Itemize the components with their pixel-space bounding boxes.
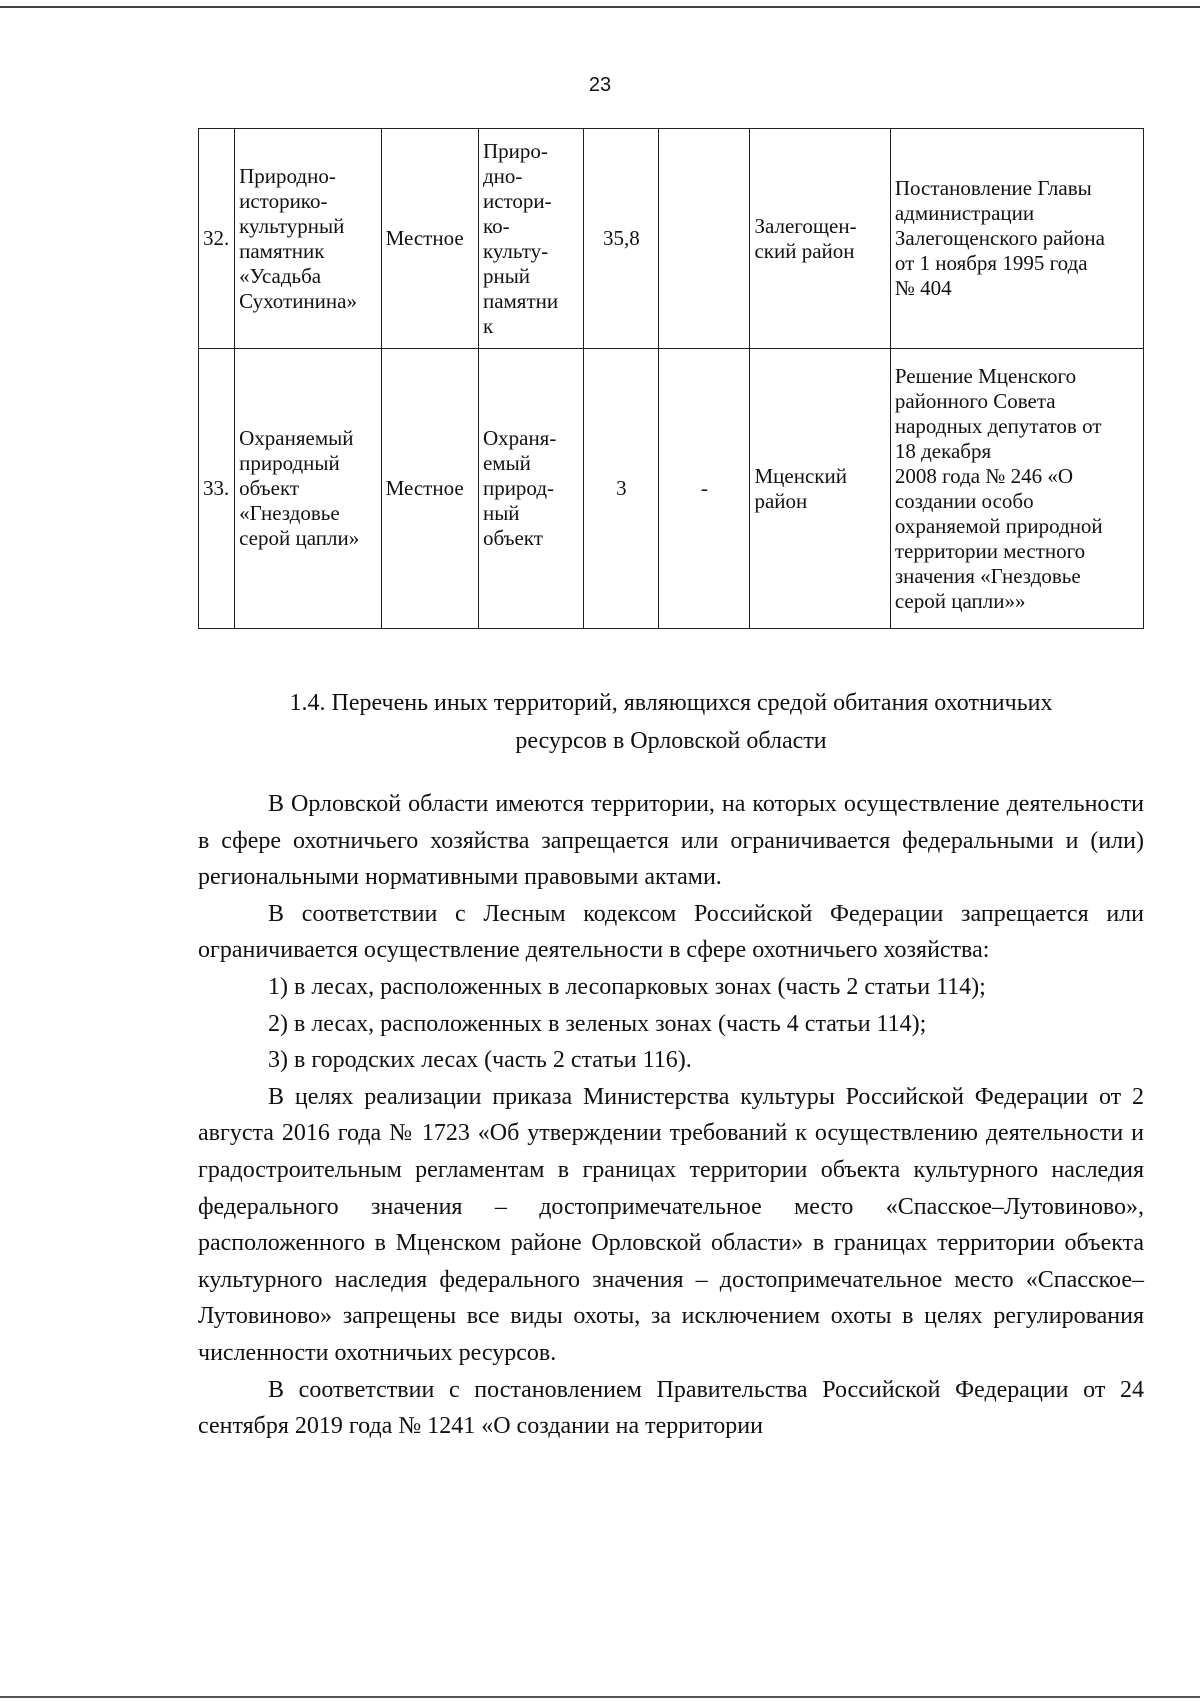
table-row [199,129,1144,349]
section-body [198,786,1144,1445]
list-item: 2) в лесах, расположенных в зеленых зонах (часть 4 статьи 114); [268,1010,927,1037]
area-significance: Местное [381,349,478,629]
list-item: 1) в лесах, расположенных в лесопарковых зонах (часть 2 статьи 114); [268,973,986,1000]
area-size: 35,8 [584,129,659,349]
area-significance: Местное [381,129,478,349]
area-location: Залегощен- ский район [750,129,890,349]
row-number: 33. [199,349,235,629]
row-number: 32. [199,129,235,349]
area-location: Мценский район [750,349,890,629]
list-item: 3) в городских лесах (часть 2 статьи 116). [268,1047,692,1074]
buffer-zone: - [659,349,750,629]
area-size: 3 [584,349,659,629]
area-name: Природно- историко- культурный памятник «Усадьба Сухотинина» [235,129,382,349]
paragraph: В соответствии с Лесным кодексом Российской Федерации запрещается или ограничивается осуществление деятельности в сфере охотничьего хозяйства: [198,900,1144,964]
top-scan-line [0,6,1200,8]
area-profile: Приро- дно- истори- ко- культу- рный памятни к [478,129,584,349]
page-number: 23 [588,74,612,96]
paragraph: В Орловской области имеются территории, на которых осуществление деятельности в сфере охотничьего хозяйства запрещается или ограничивается федеральными и (или) региональными нормативными правовыми актами. [198,791,1144,891]
legal-document: Постановление Главы администрации Залегощенского района от 1 ноября 1995 года № 404 [890,129,1143,349]
paragraph: В соответствии с постановлением Правительства Российской Федерации от 24 сентября 2019 года № 1241 «О создании на территории [198,1376,1144,1440]
table-row [199,349,1144,629]
legal-document: Решение Мценского районного Совета народных депутатов от 18 декабря 2008 года № 246 «О создании особо охраняемой природной территории местного значения «Гнездовье серой цапли»» [890,349,1143,629]
bottom-scan-line [0,1696,1200,1698]
area-name: Охраняемый природный объект «Гнездовье серой цапли» [235,349,382,629]
paragraph: В целях реализации приказа Министерства культуры Российской Федерации от 2 августа 2016 года № 1723 «Об утверждении требований к осуществлению деятельности и градостроительным регламентам в границах территории объекта культурного наследия федерального значения – достопримечательное место «Спасское–Лутовиново», расположенного в Мценском районе Орловской области» в границах территории объекта культурного наследия федерального значения – достопримечательное место «Спасское–Лутовиново» запрещены все виды охоты, за исключением охоты в целях регулирования численности охотничьих ресурсов. [198,1083,1144,1366]
area-profile: Охраня- емый природ- ный объект [478,349,584,629]
protected-areas-table [198,128,1144,629]
section-heading: 1.4. Перечень иных территорий, являющихся средой обитания охотничьих ресурсов в Орловской области [289,690,1053,754]
buffer-zone [659,129,750,349]
